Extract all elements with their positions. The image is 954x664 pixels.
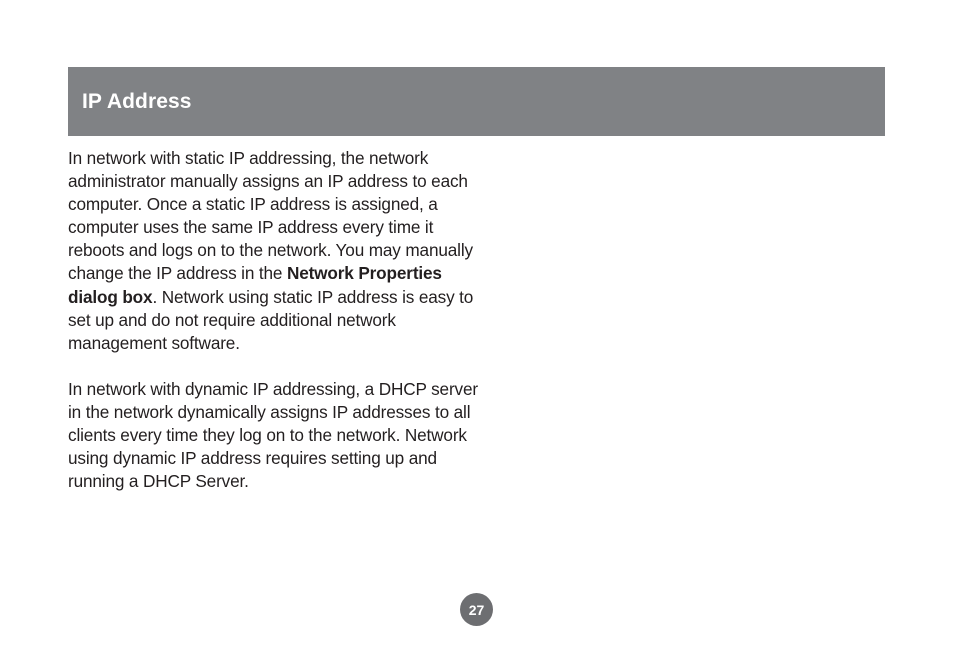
- network-properties-term: Network Properties dialog box: [68, 263, 442, 307]
- section-header-bar: [68, 67, 885, 136]
- paragraph-static-ip-text-2: . Network using static IP address is easy to set up and do not require additional network management software.: [68, 286, 474, 353]
- body-content: [68, 147, 478, 493]
- paragraph-dynamic-ip: In network with dynamic IP addressing, a DHCP server in the network dynamically assigns IP addresses to all clients every time they log on to the network. Network using dynamic IP address requires setting up and running a DHCP Server.: [68, 378, 478, 492]
- page-number: 27: [468, 601, 485, 618]
- paragraph-static-ip-text-1: In network with static IP addressing, the network administrator manually assigns an IP address to each computer. Once a static IP address is assigned, a computer uses the same IP address every time it reboots and logs on to the network. You may manually change the IP address in the: [68, 148, 473, 284]
- page-number-badge: [460, 593, 493, 626]
- paragraph-static-ip: [68, 147, 478, 355]
- section-title: IP Address: [82, 89, 192, 113]
